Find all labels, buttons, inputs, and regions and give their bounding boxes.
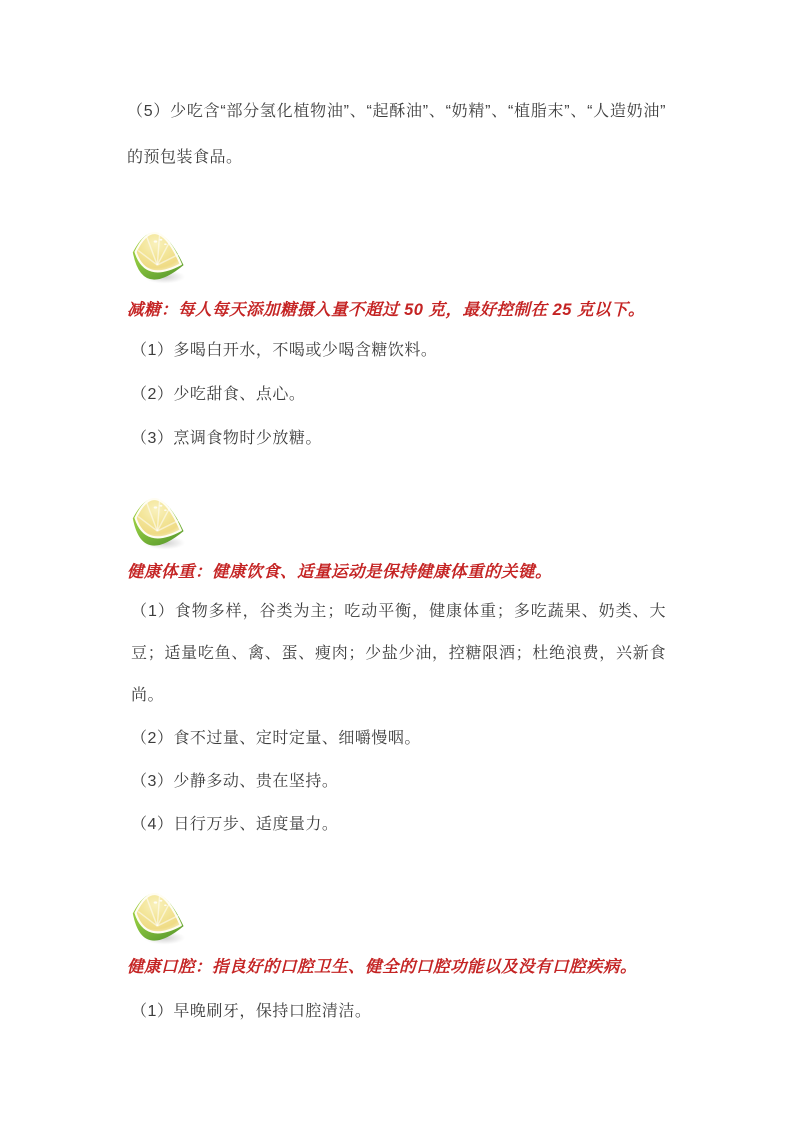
lime-wedge-icon [127, 888, 193, 946]
list-item: （2）少吃甜食、点心。 [131, 386, 306, 403]
list-item: （4）日行万步、适度量力。 [131, 816, 339, 833]
lime-wedge-icon [127, 493, 193, 551]
lime-wedge-image [127, 493, 666, 551]
intro-paragraph: （5）少吃含“部分氢化植物油”、“起酥油”、“奶精”、“植脂末”、“人造奶油”的预包装食品。 [127, 103, 666, 166]
section-healthy-weight [127, 493, 666, 846]
list-item: （1）早晚刷牙，保持口腔清洁。 [131, 1003, 372, 1020]
lime-wedge-icon [127, 227, 193, 285]
lime-wedge-image [127, 227, 666, 285]
list-item: （1）多喝白开水，不喝或少喝含糖饮料。 [131, 342, 438, 359]
section-heading-healthy-weight: 健康体重：健康饮食、适量运动是保持健康体重的关键。 [127, 563, 552, 581]
section-heading-oral-health: 健康口腔：指良好的口腔卫生、健全的口腔功能以及没有口腔疾病。 [127, 958, 637, 976]
list-item: （3）少静多动、贵在坚持。 [131, 773, 339, 790]
section-reduce-sugar [127, 227, 666, 461]
section-oral-health [127, 888, 666, 1034]
list-item: （1）食物多样，谷类为主；吃动平衡，健康体重；多吃蔬果、奶类、大豆；适量吃鱼、禽、蛋、瘦肉；少盐少油，控糖限酒；杜绝浪费，兴新食尚。 [131, 603, 666, 704]
section-heading-reduce-sugar: 减糖：每人每天添加糖摄入量不超过 50 克，最好控制在 25 克以下。 [127, 301, 646, 319]
list-item: （2）食不过量、定时定量、细嚼慢咽。 [131, 730, 421, 747]
lime-wedge-image [127, 888, 666, 946]
list-item: （3）烹调食物时少放糖。 [131, 430, 322, 447]
